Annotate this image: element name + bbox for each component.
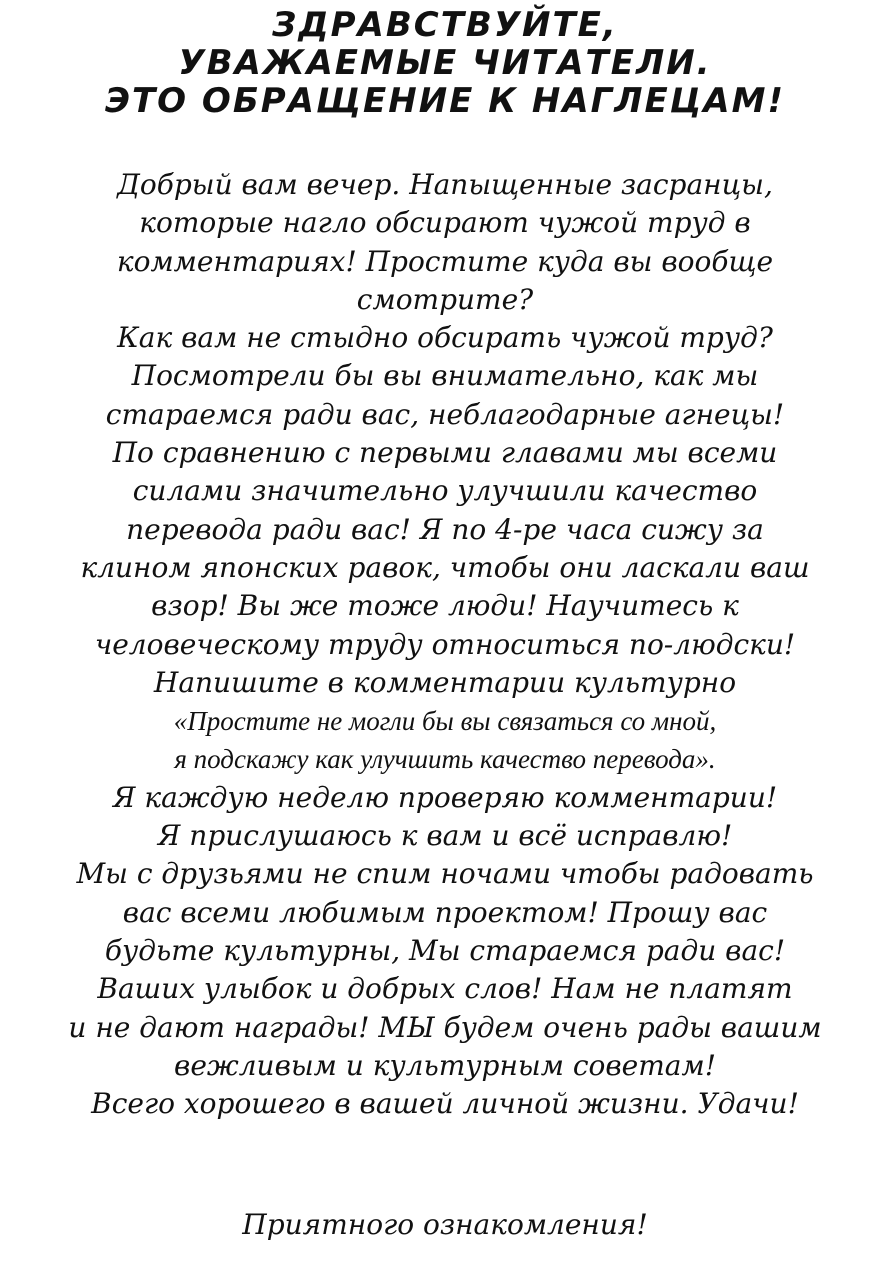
body-line: Как вам не стыдно обсирать чужой труд? <box>117 321 773 355</box>
body-line: смотрите? <box>356 282 534 316</box>
body-line: клином японских равок, чтобы они ласкали ваш <box>80 550 810 584</box>
body-line: Посмотрели бы вы внимательно, как мы <box>131 359 759 393</box>
body-line: Напишите в комментарии культурно <box>153 665 737 699</box>
body-line: Добрый вам вечер. Напыщенные засранцы, <box>117 168 773 201</box>
quote-line: «Простите не могли бы вы связаться со мной, <box>173 706 717 737</box>
heading-line: ЗДРАВСТВУЙТЕ, <box>272 5 618 45</box>
body-line: вас всеми любимым проектом! Прошу вас <box>122 895 768 929</box>
body-line: взор! Вы же тоже люди! Научитесь к <box>151 589 739 623</box>
body-line: которые нагло обсирают чужой труд в <box>139 206 751 240</box>
heading-line: ЭТО ОБРАЩЕНИЕ К НАГЛЕЦАМ! <box>105 81 785 121</box>
body-line: Всего хорошего в вашей личной жизни. Удачи! <box>91 1087 799 1121</box>
body-line: Мы с друзьями не спим ночами чтобы радовать <box>76 857 814 891</box>
body-line: Я каждую неделю проверяю комментарии! <box>112 780 778 814</box>
body-line: перевода ради вас! Я по 4-ре часа сижу за <box>126 512 764 546</box>
body-line: вежливым и культурным советам! <box>174 1048 716 1082</box>
body-line: силами значительно улучшили качество <box>132 474 758 508</box>
heading-line: УВАЖАЕМЫЕ ЧИТАТЕЛИ. <box>178 43 712 83</box>
body-line: человеческому труду относиться по-людски! <box>94 627 796 661</box>
body-line: и не дают награды! МЫ будем очень рады вашим <box>68 1010 822 1044</box>
body-line: По сравнению с первыми главами мы всеми <box>112 436 778 470</box>
quote-line: я подскажу как улучшить качество перевода». <box>174 744 716 775</box>
body-line: стараемся ради вас, неблагодарные агнецы! <box>105 397 785 431</box>
body-line: комментариях! Простите куда вы вообще <box>116 244 774 278</box>
body-line: Я прислушаюсь к вам и всё исправлю! <box>157 819 733 853</box>
body-line: Ваших улыбок и добрых слов! Нам не платят <box>97 972 793 1006</box>
letter-body <box>0 166 890 1123</box>
heading <box>0 6 890 120</box>
closing-line: Приятного ознакомления! <box>242 1208 648 1241</box>
body-line: будьте культурны, Мы стараемся ради вас! <box>104 933 786 967</box>
